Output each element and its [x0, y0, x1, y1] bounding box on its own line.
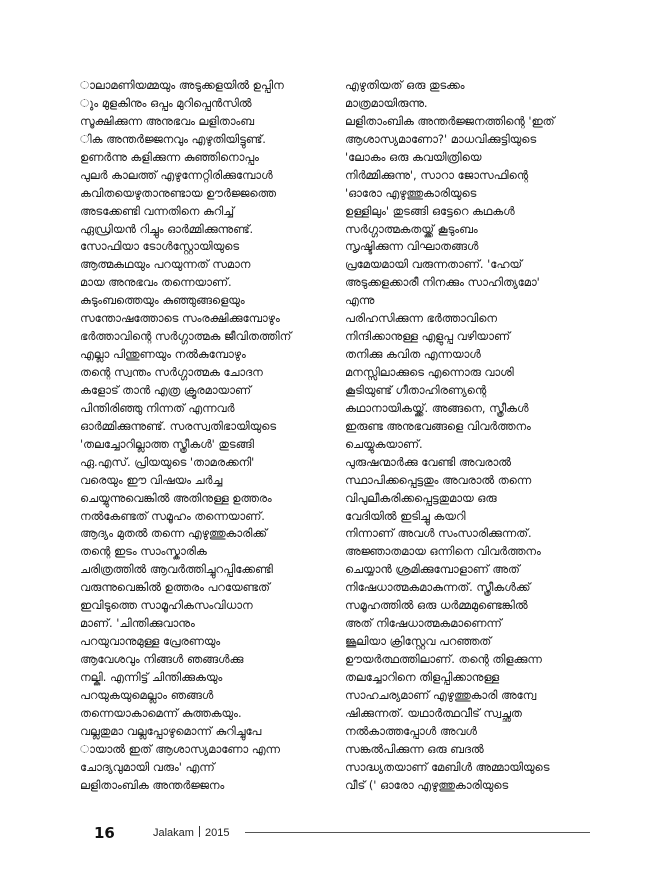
text-line: വിപുലീകരിക്കപ്പെട്ടതുമായ ഒരു: [345, 490, 497, 505]
text-line: മാത്രമായിരുന്നു.: [345, 95, 428, 110]
text-line: ലളിതാംബിക അന്തർജ്ജനം: [80, 777, 225, 792]
text-line: നിന്നാണ് അവൾ സംസാരിക്കുന്നത്.: [345, 526, 532, 541]
text-line: മായ അനുഭവം തന്നെയാണ്.: [80, 275, 232, 290]
text-line: വരെയും ഈ വിഷയം ചർച്ച: [80, 472, 223, 487]
text-line: നൽകാത്തപ്പോൾ അവൾ: [345, 723, 477, 738]
text-line: ഉള്ളിലും' തുടങ്ങി ഒട്ടേറെ കഥകൾ: [345, 203, 515, 218]
text-line: നിർമ്മിക്കുന്നു', സാറാ ജോസഫിന്റെ: [345, 167, 529, 182]
text-line: ിക അന്തർജ്ജനവും എഴുതിയിട്ടുണ്ട്.: [80, 131, 266, 146]
footer-separator: [199, 826, 200, 837]
text-line: നിന്ദിക്കാനുള്ള എളുപ്പ വഴിയാണ്: [345, 329, 510, 344]
text-line: മാണ്. 'ചിന്തിക്കുവാനും: [80, 616, 195, 631]
text-line: ായാൽ ഇത് ആശാസ്യമാണോ എന്ന: [80, 741, 280, 756]
footer-credit: [153, 826, 229, 840]
text-line: സോഫിയാ ടോൾസ്റ്റോയിയുടെ: [80, 239, 240, 254]
text-line: പറയുവാനുമുള്ള പ്രേരണയും: [80, 634, 221, 649]
text-line: സമൂഹത്തിൽ ഒരു ധർമ്മമുണ്ടെങ്കിൽ: [345, 598, 528, 613]
text-line: പുരുഷന്മാർക്കു വേണ്ടി അവരാൽ: [345, 454, 511, 469]
text-line: ചെയ്യുന്നുവെങ്കിൽ അതിനുള്ള ഉത്തരം: [80, 490, 272, 505]
right-column: [345, 77, 607, 795]
text-line: പുലർ കാലത്ത് എഴുന്നേറ്റിരിക്കുമ്പോൾ: [80, 167, 273, 182]
page-number: 16: [94, 825, 122, 842]
issue-year: 2015: [204, 827, 230, 839]
text-line: നല്കി. എന്നിട്ട് ചിന്തിക്കുകയും: [80, 669, 223, 684]
footer-rule-right: [245, 832, 590, 833]
text-line: ഓർമ്മിക്കുന്നുണ്ട്. സരസ്വതിഭായിയുടെ: [80, 418, 277, 433]
text-line: തനിക്കു കവിത എന്നയാൾ: [345, 347, 481, 362]
text-line: ഇരുണ്ട അനുഭവങ്ങളെ വിവർത്തനം: [345, 418, 531, 433]
text-line: 'ഓരോ എഴുത്തുകാരിയുടെ: [345, 185, 477, 200]
text-line: പരിഹസിക്കുന്ന ഭർത്താവിനെ: [345, 311, 497, 326]
text-line: ആത്മകഥയും പറയുന്നത് സമാന: [80, 257, 251, 272]
text-line: സ്ഥാപിക്കപ്പെട്ടതും അവരാൽ തന്നെ: [345, 472, 532, 487]
text-line: ജൂലിയാ ക്രിസ്റ്റേവ പറഞ്ഞത്: [345, 634, 492, 649]
text-line: ആവേശവും നിങ്ങൾ ഞങ്ങൾക്കു: [80, 652, 244, 666]
text-line: ഷിക്കുന്നത്. യഥാർത്ഥവീട് സ്വച്ഛത: [345, 705, 522, 720]
text-line: പിന്തിരിഞ്ഞു നിന്നത് എന്നവർ: [80, 400, 235, 415]
text-line: കുടുംബത്തെയും കുഞ്ഞുങ്ങളെയും: [80, 293, 245, 308]
text-line: സങ്കൽപിക്കുന്ന ഒരു ബദൽ: [345, 741, 484, 756]
text-line: അടക്കേണ്ടി വന്നതിനെ കുറിച്ച്: [80, 203, 234, 218]
text-line: ചെയ്യുകയാണ്.: [345, 436, 423, 451]
text-line: തന്റെ സ്വന്തം സർഗ്ഗാത്മക ചോദന: [80, 365, 263, 379]
text-line: എന്നു: [345, 293, 375, 308]
text-line: വീട് (' ഓരോ എഴുത്തുകാരിയുടെ: [345, 777, 509, 792]
text-line: ഏ.എസ്. പ്രിയയുടെ 'താമരക്കനി': [80, 454, 255, 469]
text-line: സൃഷ്ടിക്കുന്ന വിഘാതങ്ങൾ: [345, 239, 479, 254]
text-line: വേദിയിൽ ഇടിച്ചു കയറി: [345, 508, 466, 523]
text-line: ഏഡ്രിയൻ റിച്ചും ഓർമ്മിക്കുന്നുണ്ട്.: [80, 221, 254, 236]
text-line: ആദ്യം മുതൽ തന്നെ എഴുത്തുകാരിക്ക്: [80, 526, 267, 541]
magazine-name: Jalakam: [153, 827, 194, 839]
text-line: പറയുകയുമെല്ലാം ഞങ്ങൾ: [80, 687, 214, 702]
text-line: കൂടിയുണ്ട് ഗീതാഹിരണ്യന്റെ: [345, 382, 487, 397]
text-line: സർഗ്ഗാത്മകതയ്ക്ക് കൂടുംബം: [345, 221, 478, 236]
text-line: എല്ലാ പിന്തുണയും നൽകുമ്പോഴും: [80, 347, 246, 362]
text-line: കളോട് താൻ എത്ര ക്രൂരമായാണ്: [80, 382, 252, 397]
text-line: ഭർത്താവിന്റെ സർഗ്ഗാത്മക ജീവിതത്തിന്: [80, 329, 292, 344]
text-line: കവിതയെഴുതാനുണ്ടായ ഊർജ്ജത്തെ: [80, 185, 276, 200]
text-line: സൂക്ഷിക്കുന്ന അനുഭവം ലളിതാംബ: [80, 113, 254, 128]
text-line: ാലാമണിയമ്മയും അടുക്കളയിൽ ഉപ്പിന: [80, 78, 284, 92]
text-line: ഊയർത്ഥത്തിലാണ്. തന്റെ തിളക്കുന്ന: [345, 652, 542, 666]
text-line: കഥാനായികയ്ക്ക്. അങ്ങനെ, സ്ത്രീകൾ: [345, 400, 529, 415]
text-line: 'ലോകം ഒരു കവയിത്രിയെ: [345, 149, 482, 164]
text-line: അജ്ഞാതമായ ഒന്നിനെ വിവർത്തനം: [345, 544, 541, 559]
left-column: [80, 77, 318, 795]
text-line: ഇവിടുത്തെ സാമൂഹികസംവിധാന: [80, 598, 253, 613]
text-line: തലച്ചോറിനെ തിളപ്പിക്കാനുള്ള: [345, 669, 500, 684]
text-line: വരുന്നുവെങ്കിൽ ഉത്തരം പറയേണ്ടത്: [80, 580, 270, 595]
text-line: അത് നിഷേധാത്മകമാണെന്ന്: [345, 616, 502, 631]
text-line: ലളിതാംബിക അന്തർജ്ജനത്തിന്റെ 'ഇത്: [345, 113, 555, 128]
text-line: ഉണർന്നു കളിക്കുന്ന കുഞ്ഞിനൊപ്പം: [80, 149, 259, 164]
text-line: എഴുതിയത് ഒരു തുടക്കം: [345, 78, 465, 92]
text-line: പ്രമേയമായി വരുന്നതാണ്. 'ഹേയ്: [345, 257, 523, 272]
text-line: സാദ്ധ്യതയാണ് മേബിൾ അമ്മായിയുടെ: [345, 759, 550, 774]
text-line: അടുക്കളക്കാരീ നിനക്കും സാഹിത്യമോ': [345, 275, 540, 290]
text-line: തന്നെയാകാമെന്ന് കുത്തകയും.: [80, 705, 242, 720]
text-line: 'തലച്ചോറില്ലാത്ത സ്ത്രീകൾ' തുടങ്ങി: [80, 436, 254, 451]
text-line: ചോദ്യവുമായി വരും' എന്ന്: [80, 759, 215, 774]
text-line: ചരിത്രത്തിൽ ആവർത്തിച്ചുറപ്പിക്കേണ്ടി: [80, 562, 273, 577]
text-line: സാഹചര്യമാണ് എഴുത്തുകാരി അന്വേ: [345, 687, 537, 702]
text-line: നൽകേണ്ടത് സമൂഹം തന്നെയാണ്.: [80, 508, 265, 523]
text-line: നിഷേധാത്മകമാകുന്നത്. സ്ത്രീകൾക്ക്: [345, 580, 531, 595]
text-line: സന്തോഷത്തോടെ സംരക്ഷിക്കുമ്പോഴും: [80, 311, 280, 326]
text-line: ആശാസ്യമാണോ?' മാധവിക്കുട്ടിയുടെ: [345, 131, 537, 146]
text-line: വല്ലതുമാ വല്ലപ്പോഴുമൊന്ന് കുറിച്ചുപേ: [80, 723, 262, 738]
text-line: തന്റെ ഇടം സാംസ്കാരിക: [80, 544, 207, 559]
text-line: ും മുളകിനും ഒപ്പം മുറിപ്പെൻസിൽ: [80, 95, 252, 110]
text-line: മനസ്സിലാക്കുടെ എന്നൊരു വാശി: [345, 365, 514, 379]
text-line: ചെയ്യാൻ ശ്രമിക്കുമ്പോളാണ് അത്: [345, 562, 520, 577]
